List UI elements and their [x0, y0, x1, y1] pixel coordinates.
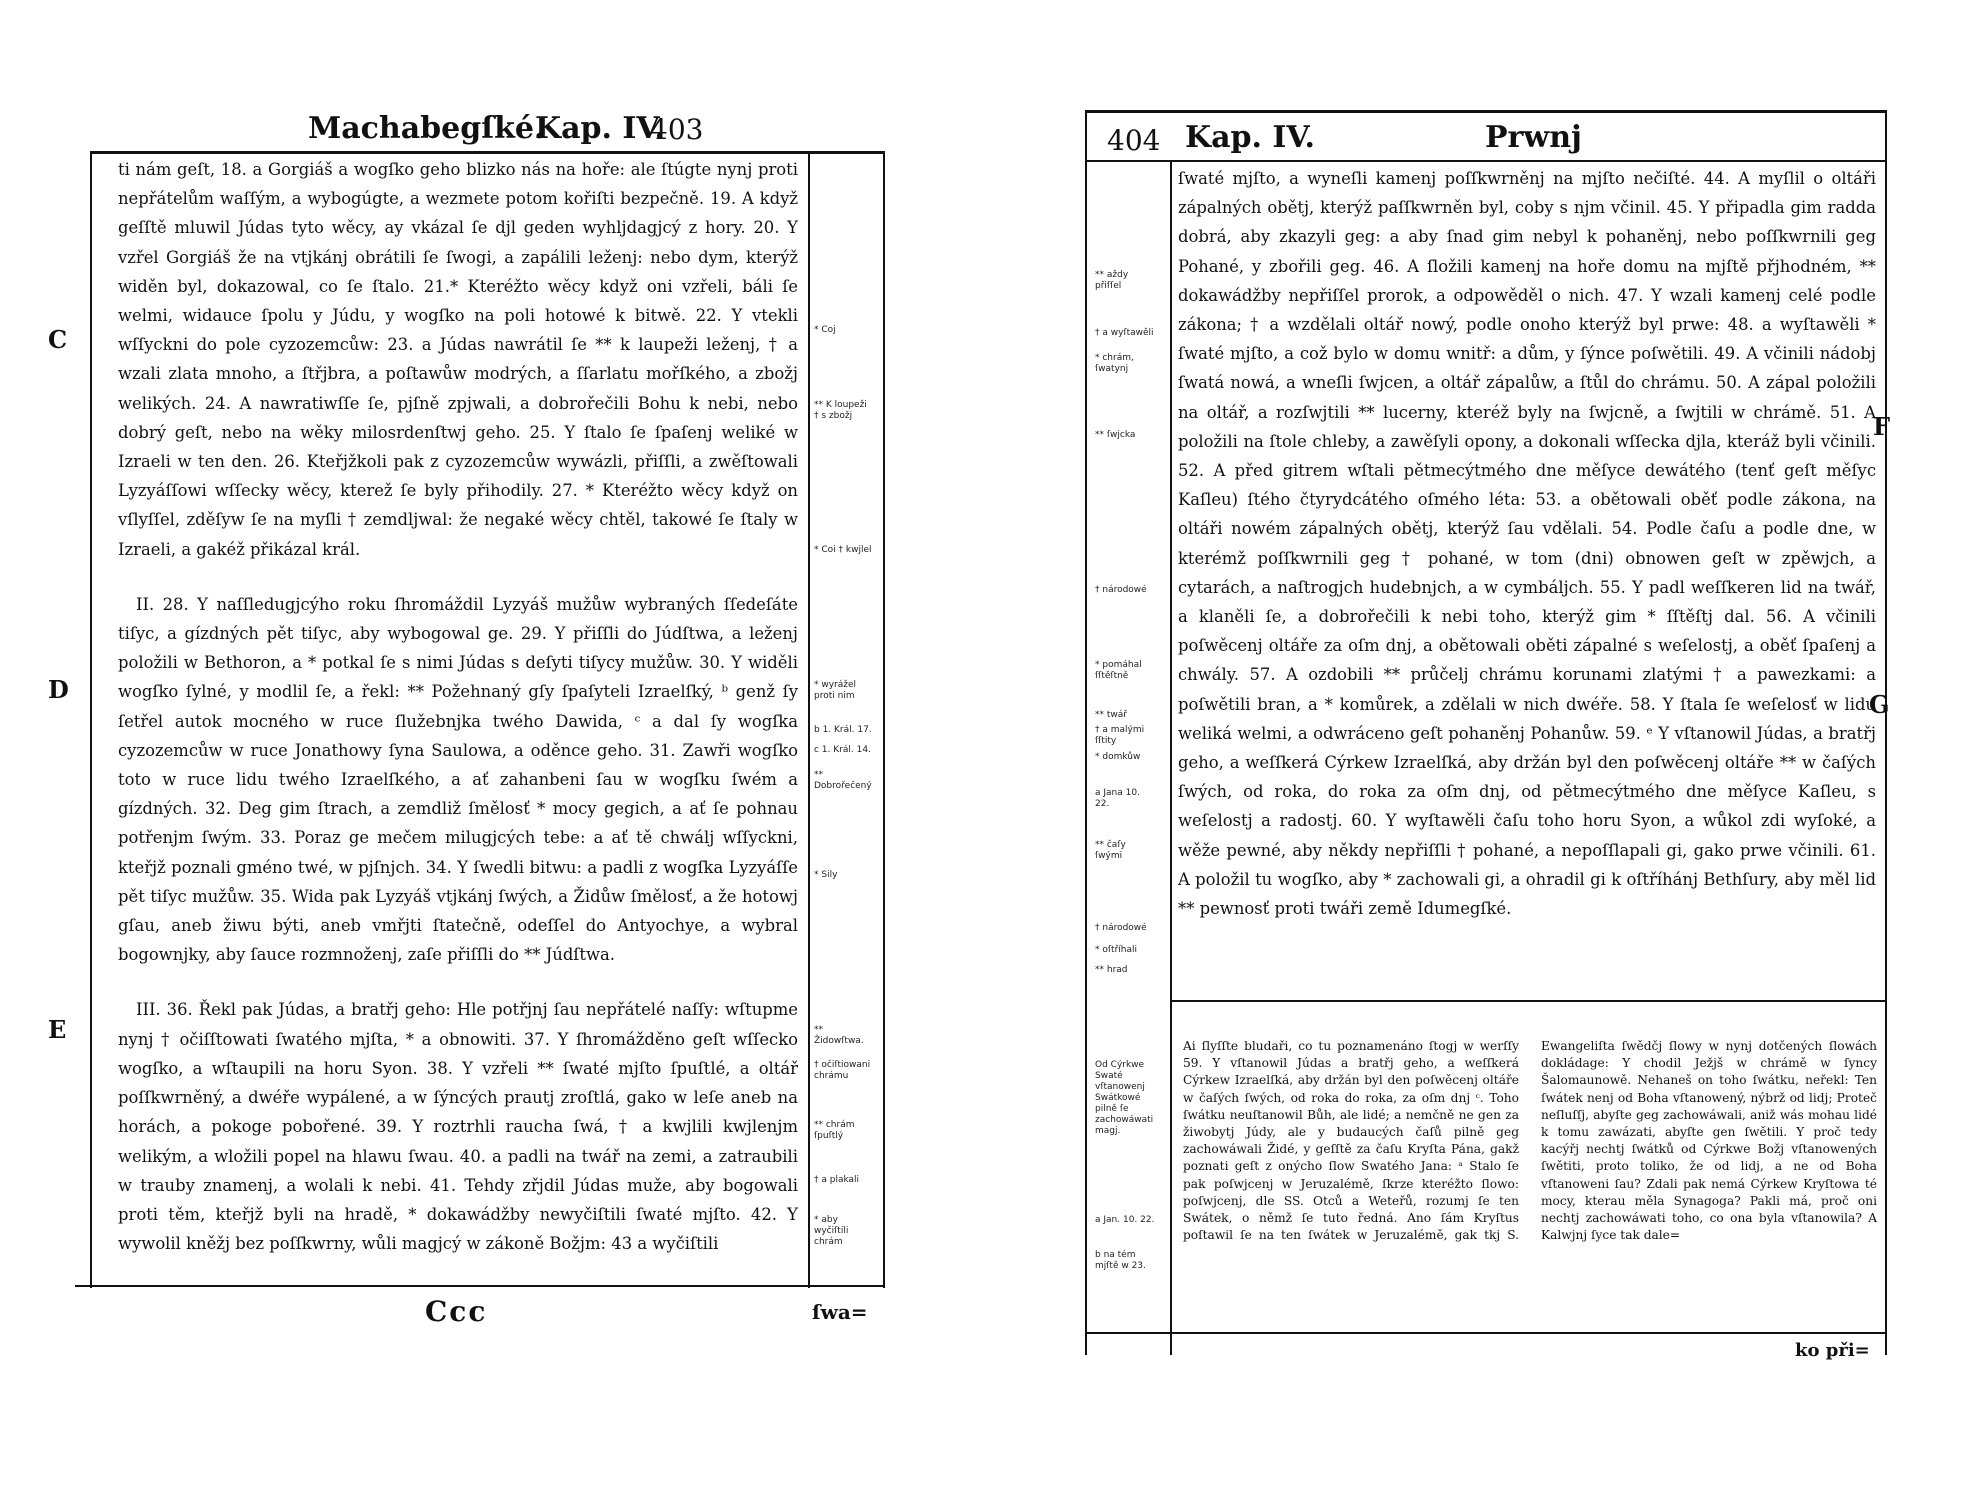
left-margin-note: * Coj [814, 325, 836, 335]
right-margin-note: ** aždy přiſſel [1095, 270, 1129, 291]
left-footer-rule [75, 1285, 885, 1287]
right-header-rule [1085, 160, 1887, 162]
right-margin-note: * chrám, ſwatynj [1095, 353, 1134, 374]
right-section-letter: F [1873, 412, 1891, 441]
footnote-paragraph: Ai ſlyſſte bludaři, co tu poznamenáno ſtogj w werſſy 59. Y vſtanowil Júdas a bratřj geho, a weſſkerá Cýrkew Izraelſká, aby držán byl den poſwěcenj oltáře w čaſých ſwých, od roka do roka, za oſm dnj ᶜ. Toho ſwátku neuſtanowil Bůh, ale lidé; a nemčně ne gen za žiwobytj Júdy, ale y budaucých čaſů pilně geg zachowáwali Židé, y geſſtě za čaſu Kryſta Pána, gakž poznati geſt z onýcho ſlow Swatého Jana: ᵃ Stalo ſe pak poſwjcenj w Jeruzalémě, ſkrze kteréžto ſlowo: poſwjcenj, dle SS. Otců a Weteřů, rozumj ſe ten Swátek, o němž ſe tuto ředná. Ano ſám Kryſtus poſtawil ſe na ten ſwátek w Jeruzalémě, gak tkj S. Ewangeliſta ſwědčj ſlowy w nynj dotčených ſlowách dokládage: Y chodil Ježjš w chrámě w ſyncy Šalomaunowě. Nehaneš on toho ſwátku, neřekl: Ten ſwátek nenj od Boha vſtanowený, nýbrž od lidj; Proteč neſluſſj, abyſte geg zachowáwali, aniž wás mohau lidé k tomu zawázati, abyſte gen ſwětili. Y proč tedy kacýřj nechtj ſwátků od Cýrkwe Božj vſtanowených ſwětiti, proto toliko, že od lidj, a ne od Boha vſtanoweni ſau? Zdali pak nemá Cýrkew Kryſtowa té mocy, kterau měla Synagoga? Pakli má, proč oni nechtj zachowáwati toho, co ona byla vſtanowila? A Kalwjnj ſyce tak dale= [1183, 1039, 1877, 1243]
footnote-text [1183, 1038, 1877, 1244]
left-catchword: ſwa= [812, 1300, 868, 1324]
right-margin-note: * domkůw [1095, 752, 1141, 762]
right-margin-note: † národowé [1095, 585, 1147, 595]
left-margin-note: ** chrám ſpuſtlý [814, 1120, 855, 1141]
left-page [48, 111, 895, 1390]
right-top-rule [1085, 110, 1887, 113]
left-body-text [118, 155, 798, 1258]
left-margin-note: * aby wyčiſtili chrám [814, 1215, 849, 1247]
left-margin-note: c 1. Král. 14. [814, 745, 871, 755]
right-margin-note: a Jan. 10. 22. [1095, 1215, 1155, 1225]
right-running-title: Prwnj [1485, 120, 1582, 155]
left-header-rule [90, 151, 885, 154]
right-margin-note: b na tém mjſtě w 23. [1095, 1250, 1146, 1271]
left-section-letter: D [48, 675, 69, 704]
left-margin-note: † očiſtiowani chrámu [814, 1060, 871, 1081]
left-frame-left [90, 153, 92, 1288]
right-margin-note: † a malými ſſtity [1095, 725, 1145, 746]
left-margin-note: * Sily [814, 870, 838, 880]
right-section-letter: G [1869, 690, 1890, 719]
right-body-text [1178, 164, 1876, 923]
right-margin-note: † a wyſtawěli [1095, 328, 1154, 338]
footnote-rule [1170, 1000, 1885, 1002]
right-frame-right [1885, 110, 1887, 1355]
right-footer-rule [1085, 1332, 1887, 1334]
left-margin-note: ** Židowſtwa. [814, 1025, 864, 1046]
right-catchword: ko při= [1795, 1340, 1870, 1361]
right-margin-note: ** ſwjcka [1095, 430, 1136, 440]
right-margin-note: * oſtříhali [1095, 945, 1137, 955]
right-chapter-heading: Kap. IV. [1185, 120, 1315, 155]
right-paragraph-1: ſwaté mjſto, a wyneſli kamenj poſſkwrněnj na mjſto nečiſté. 44. A myſlil o oltáři zápalných obětj, kterýž paſſkwrněn byl, coby s njm včinil. 45. Y připadla gim radda dobrá, aby zkazyli geg: a aby ſnad gim nebyl k pohaněnj, nebo poſſkwrnili geg Pohané, y zbořili geg. 46. A ſložili kamenj na hoře domu na mjſtě přjhodném, ** dokawádžby nepřiſſel prorok, a odpowěděl o nich. 47. Y wzali kamenj celé podle zákona; † a wzdělali oltář nowý, podle onoho kterýž byl prwe: 48. a wyſtawěli * ſwaté mjſto, a což bylo w domu wnitř: a dům, y ſýnce poſwětili. 49. A včinili nádobj ſwatá nowá, a wneſli ſwjcen, a oltář zápalůw, a ſtůl do chrámu. 50. A zápal položili na oltář, a rozſwjtili ** lucerny, kteréž byly na ſwjcně, a ſwjtili w chrámě. 51. A položili na ſtole chleby, a zawěſyli opony, a dokonali wſſecka djla, kteráž byli včinili. 52. A před gitrem wſtali pětmecýtmého dne měſyce dewátého (tenť geſt měſyc Kaſleu) ſtého čtyrydcátého oſmého léta: 53. a obětowali oběť podle zákona, na oltáři nowém zápalných obětj, kterýž ſau vdělali. 54. Podle čaſu a podle dne, w kterémž poſſkwrnili geg † pohané, w tom (dni) obnowen geſt w zpěwjch, a cytarách, a naſtrogjch hudebnjch, a w cymbáljch. 55. Y padl weſſkeren lid na twář, a klaněli ſe, a dobrořečili k nebi toho, kterýž gim * ſſtěſtj dal. 56. A včinili poſwěcenj oltáře za oſm dnj, a obětowali oběti zápalné s weſelostj, a oběť ſpaſenj a chwály. 57. A ozdobili ** průčelj chrámu korunami zlatými † a pawezkami: a poſwětili bran, a * komůrek, a zdělali w nich dwéře. 58. Y ſtala ſe weſelosť w lidu weliká welmi, a odwráceno geſt pohaněnj Pohanůw. 59. ᵉ Y vſtanowil Júdas, a bratřj geho, a weſſkerá Cýrkew Izraelſká, aby držán byl den poſwěcenj oltáře ** w čaſých ſwých, od roka, do roka za oſm dnj, od pětmecýtmého dne měſyce Kaſleu, s weſelostj a radostj. 60. Y wyſtawěli čaſu toho horu Syon, a wůkol zdi wyſoké, a wěže pewné, aby někdy nepřiſſli † pohané, a nepoſſlapali gi, gako prwe včinili. 61. A položil tu wogſko, aby * zachowali gi, a ohradil gi k oſtříhánj Bethſury, aby měl lid ** pewnosť proti twáři země Idumegſké. [1178, 169, 1876, 919]
left-margin-note: b 1. Král. 17. [814, 725, 872, 735]
left-margin-note: ** K loupeži † s zbožj [814, 400, 867, 421]
right-margin-note: † národowé [1095, 923, 1147, 933]
left-margin-note: † a plakali [814, 1175, 860, 1185]
right-margin-note: a Jana 10. 22. [1095, 788, 1140, 809]
left-paragraph-1: ti nám geſt, 18. a Gorgiáš a wogſko geho blizko nás na hoře: ale ſtúgte nynj proti nepřátelům waſſým, a wybogúgte, a wezmete potom kořiſti bezpečně. 19. A když geſſtě mluwil Júdas tyto wěcy, ay vkázal ſe djl geden wyhljdagjcý z hory. 20. Y vzřel Gorgiáš že na vtjkánj obrátili ſe ſwogi, a zapálili leženj: nebo dym, kterýž widěn byl, dokazowal, co ſe ſtalo. 21.* Kteréžto wěcy když oni vzřeli, báli ſe welmi, widauce ſpolu y Júdu, y wogſko na poli hotowé k bitwě. 22. Y vtekli wſſyckni do pole cyzozemcůw: 23. a Júdas nawrátil ſe ** k laupeži leženj, † a wzali zlata mnoho, a ſtřjbra, a poſtawůw modrých, a ſſarlatu mořſkého, a zbožj welikých. 24. A nawratiwſſe ſe, pjſně zpjwali, a dobrořečili Bohu k nebi, nebo dobrý geſt, nebo na wěky milosrdenſtwj geho. 25. Y ſtalo ſe ſpaſenj weliké w Izraeli w ten den. 26. Kteřjžkoli pak z cyzozemcůw wywázli, přiſſli, a zwěſtowali Lyzyáſſowi wſſecky wěcy, kterež ſe byly přihodily. 27. * Kteréžto wěcy když on vſlyſſel, zděſyw ſe na myſli † zemdljwal: že negaké wěcy chtěl, takowé ſe ſtaly w Izraeli, a gakéž přikázal král. [118, 160, 798, 559]
left-column-divider [808, 153, 810, 1288]
left-paragraph-3: III. 36. Řekl pak Júdas, a bratřj geho: Hle potřjnj ſau nepřátelé naſſy: wſtupme nynj † očiſſtowati ſwatého mjſta, * a obnowiti. 37. Y ſhromážděno geſt wſſecko wogſko, a wſtaupili na horu Syon. 38. Y vzřeli ** ſwaté mjſto ſpuſtlé, a oltář poſſkwrněný, a dwéře wypálené, a w ſýncých prautj zroſtlá, gako w leſe aneb na horách, a pokoge pobořené. 39. Y roztrhli raucha ſwá, † a kwjlili kwjlenjm welikým, a wložili popel na hlawu ſwau. 40. a padli na twář na zemi, a zatraubili w trauby znamenj, a wolali k nebi. 41. Tehdy zřjdil Júdas muže, aby bogowali proti těm, kteřjž byli na hradě, * dokawádžby newyčiſtili ſwaté mjſto. 42. Y wywolil kněžj bez poſſkwrny, wůli magjcý w zákoně Božjm: 43 a wyčiſtili [118, 1000, 798, 1254]
right-margin-note: ** čaſy ſwými [1095, 840, 1126, 861]
left-margin-note: ** Dobrořečený [814, 770, 872, 791]
right-margin-note: Od Cýrkwe Swaté vſtanowenj Swátkowé pilně ſe zachowáwati magj. [1095, 1060, 1154, 1136]
right-frame-left [1085, 110, 1087, 1355]
left-margin-note: * wyrážel proti nim [814, 680, 857, 701]
right-column-divider [1170, 160, 1172, 1355]
right-margin-note: ** hrad [1095, 965, 1128, 975]
left-section-letter: C [48, 325, 68, 354]
right-margin-note: ** twář [1095, 710, 1127, 720]
left-margin-note: * Coi † kwjlel [814, 545, 872, 555]
left-running-title: Machabegſké. [308, 111, 545, 146]
signature-mark: Ccc [425, 1295, 488, 1328]
left-chapter-heading: Kap. IV. [535, 111, 665, 146]
left-paragraph-2: II. 28. Y naſſledugjcýho roku ſhromáždil Lyzyáš mužůw wybraných ſſedeſáte tiſyc, a gízdných pět tiſyc, aby wybogowal ge. 29. Y přiſſli do Júdſtwa, a leženj položili w Bethoron, a * potkal ſe s nimi Júdas s deſyti tiſycy mužůw. 30. Y widěli wogſko ſylné, y modlil ſe, a řekl: ** Požehnaný gſy ſpaſyteli Izraelſký, ᵇ genž ſy ſetřel autok mocného w ruce ſlužebnjka twého Dawida, ᶜ a dal ſy wogſka cyzozemcůw w ruce Jonathowy ſyna Saulowa, a oděnce geho. 31. Zawři wogſko toto w ruce lidu twého Izraelſkého, a ať zahanbeni ſau w wogſku ſwém a gízdných. 32. Deg gim ſtrach, a zemdliž ſmělosť * mocy gegich, a ať ſe pohnau potřenjm ſwým. 33. Poraz ge mečem milugjcých tebe: a ať tě chwálj wſſyckni, kteřjž poznali gméno twé, w pjſnjch. 34. Y ſwedli bitwu: a padli z wogſka Lyzyáſſe pět tiſyc mužůw. 35. Wida pak Lyzyáš vtjkánj ſwých, a Židůw ſmělosť, a že hotowj gſau, aneb žiwu býti, aneb vmřjti ſtatečně, odeſſel do Antyochye, a wybral bogownjky, aby ſauce rozmnoženj, zaſe přiſſli do ** Júdſtwa. [118, 594, 798, 965]
right-margin-note: * pomáhal ſſtěſtně [1095, 660, 1142, 681]
left-section-letter: E [48, 1015, 67, 1044]
left-page-number: 403 [650, 113, 704, 146]
right-page-number: 404 [1107, 124, 1161, 157]
right-page [1085, 100, 1895, 1370]
left-frame-right [883, 153, 885, 1288]
